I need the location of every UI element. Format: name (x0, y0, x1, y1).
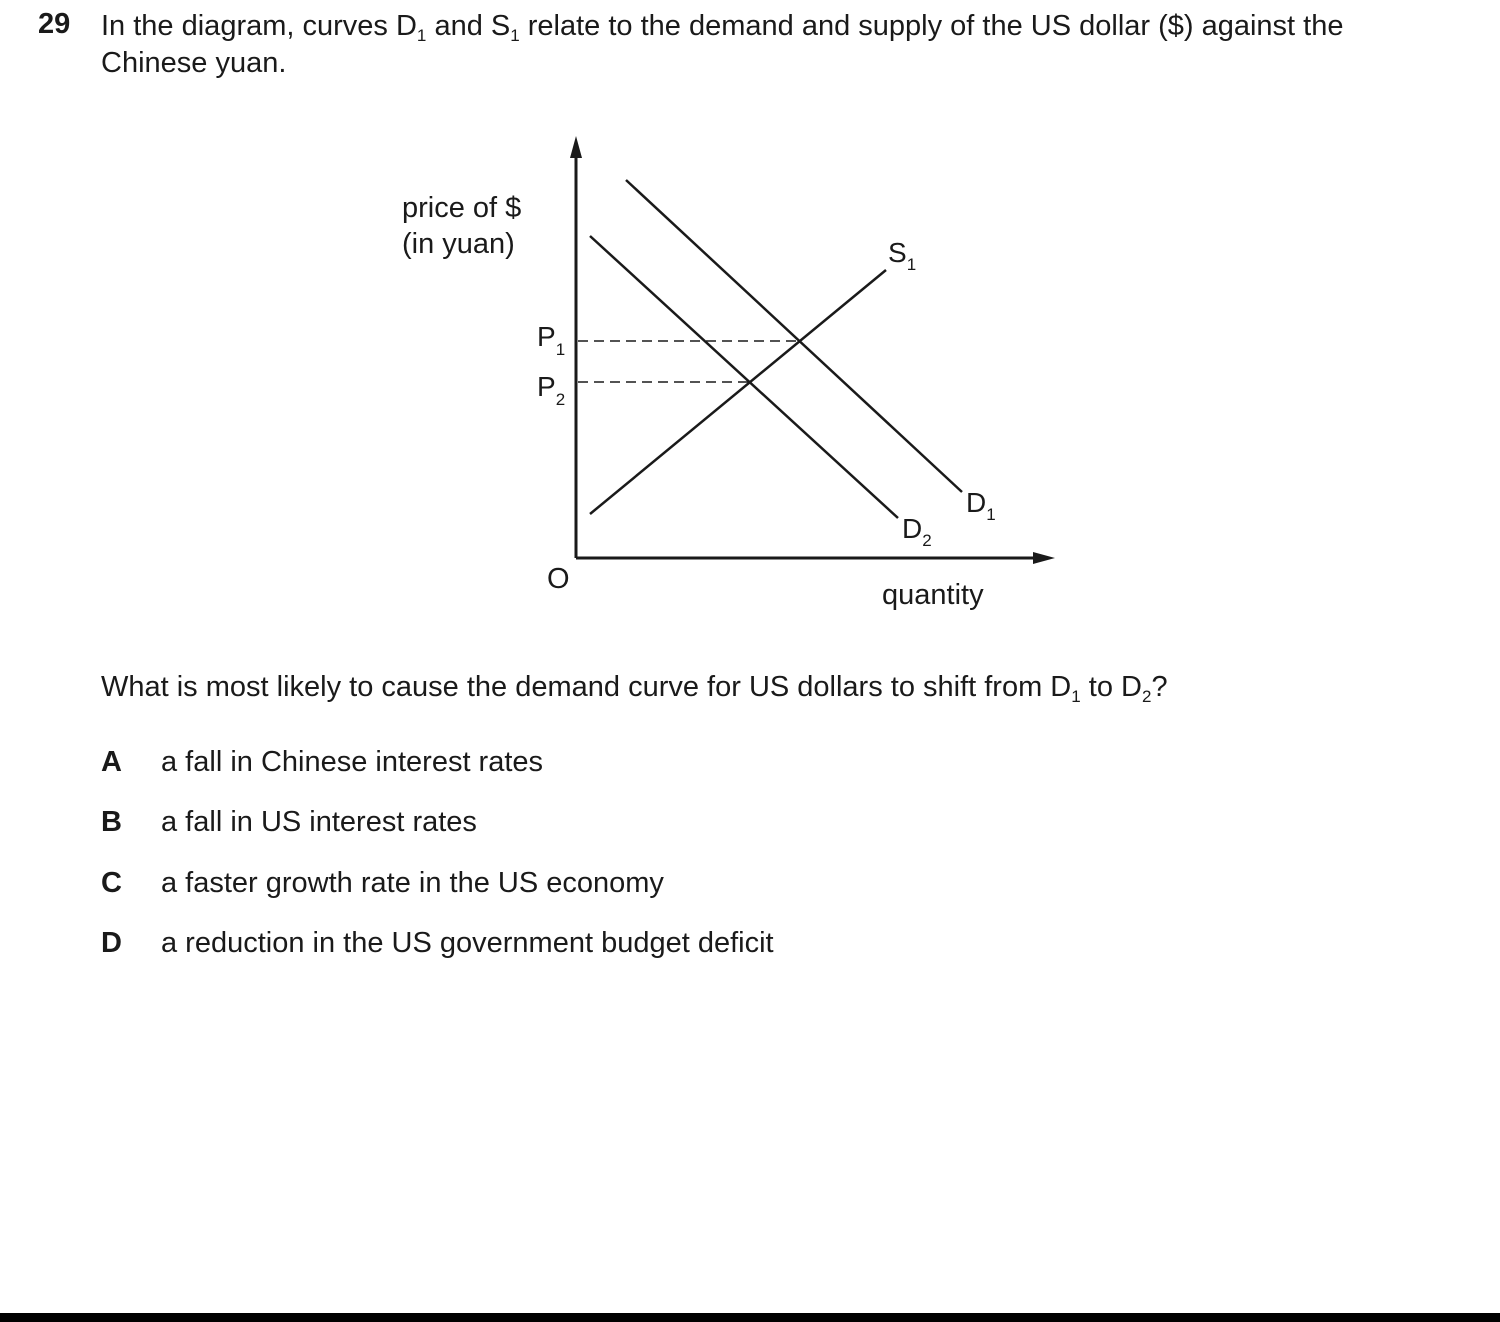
footer-bar (0, 1313, 1500, 1322)
origin-label: O (547, 563, 570, 595)
option-text: a faster growth rate in the US economy (161, 867, 664, 899)
option-b[interactable] (101, 806, 477, 839)
supply-demand-diagram (380, 120, 1080, 620)
s1-label: $S_1$ (888, 237, 917, 274)
x-axis-arrow (1033, 552, 1055, 564)
option-text: a fall in US interest rates (161, 806, 477, 838)
question-prompt: What is most likely to cause the demand curve for US dollars to shift from $D_1$ to $D_2$? (101, 671, 1168, 706)
question-stem: In the diagram, curves $D_1$ and $S_1$ relate to the demand and supply of the US dollar ($) against the Chinese yuan. (101, 10, 1344, 79)
x-axis-label: quantity (882, 579, 984, 611)
d2-label: $D_2$ (902, 513, 932, 550)
question-number: 29 (38, 8, 71, 40)
option-letter: B (101, 806, 122, 838)
demand-curve-d1 (626, 180, 962, 492)
option-d[interactable] (101, 927, 774, 960)
y-axis-label-line1: price of $ (402, 192, 522, 224)
option-text: a reduction in the US government budget deficit (161, 927, 774, 959)
option-letter: A (101, 746, 122, 778)
option-a[interactable] (101, 746, 543, 779)
option-c[interactable] (101, 867, 664, 900)
y-axis-label-line2: (in yuan) (402, 228, 515, 260)
option-letter: D (101, 927, 122, 959)
option-text: a fall in Chinese interest rates (161, 746, 544, 778)
p1-label: $P_1$ (537, 321, 566, 359)
y-axis-arrow (570, 136, 582, 158)
p2-label: $P_2$ (537, 371, 566, 409)
d1-label: $D_1$ (966, 487, 996, 524)
supply-curve-s1 (590, 270, 886, 514)
option-letter: C (101, 867, 122, 899)
